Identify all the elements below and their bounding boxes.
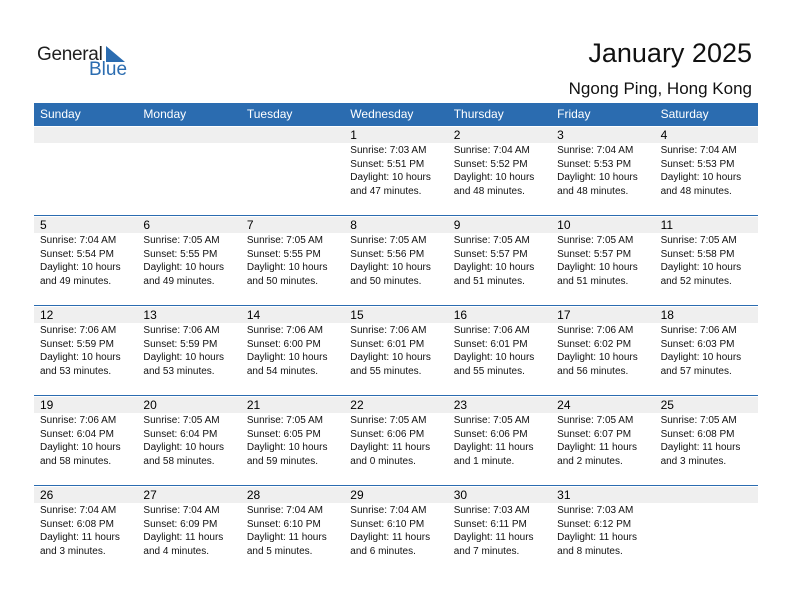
- daylight-minutes-text: and 4 minutes.: [143, 545, 210, 557]
- daylight-text: Daylight: 11 hours: [350, 442, 431, 453]
- daylight-minutes-text: and 6 minutes.: [350, 545, 416, 557]
- day-sun-info: [241, 234, 344, 288]
- calendar-week-row: [34, 396, 758, 486]
- day-number: [655, 487, 758, 503]
- logo-text-blue: Blue: [89, 59, 128, 80]
- day-sun-info: [34, 504, 137, 558]
- sunset-text: Sunset: 6:06 PM: [453, 428, 528, 440]
- weekday-saturday: Saturday: [660, 107, 709, 121]
- daylight-minutes-text: and 51 minutes.: [557, 275, 629, 287]
- daylight-minutes-text: and 7 minutes.: [453, 545, 520, 557]
- day-sun-info: [137, 414, 240, 468]
- calendar-day-cell: [241, 126, 344, 215]
- daylight-minutes-text: and 54 minutes.: [246, 365, 319, 377]
- daylight-text: Daylight: 10 hours: [246, 262, 328, 273]
- daylight-minutes-text: and 50 minutes.: [246, 275, 319, 287]
- calendar-day-cell: [551, 306, 654, 395]
- sunrise-text: Sunrise: 7:06 AM: [246, 325, 323, 336]
- daylight-minutes-text: and 0 minutes.: [350, 455, 416, 467]
- daylight-minutes-text: and 1 minute.: [453, 455, 515, 467]
- sunset-text: Sunset: 5:53 PM: [660, 158, 735, 170]
- daylight-text: Daylight: 10 hours: [453, 262, 535, 273]
- daylight-minutes-text: and 59 minutes.: [246, 455, 319, 467]
- sunrise-text: Sunrise: 7:05 AM: [557, 415, 634, 426]
- daylight-text: Daylight: 10 hours: [660, 352, 742, 363]
- daylight-text: Daylight: 10 hours: [246, 442, 328, 453]
- day-sun-info: [34, 324, 137, 378]
- sunrise-text: Sunrise: 7:05 AM: [350, 415, 427, 426]
- day-number: 9: [448, 217, 551, 233]
- daylight-minutes-text: and 3 minutes.: [40, 545, 106, 557]
- daylight-text: Daylight: 10 hours: [660, 262, 742, 273]
- weekday-sunday: Sunday: [40, 107, 81, 121]
- daylight-minutes-text: and 49 minutes.: [40, 275, 112, 287]
- daylight-minutes-text: and 56 minutes.: [557, 365, 629, 377]
- calendar-day-cell: [551, 486, 654, 576]
- daylight-text: Daylight: 11 hours: [557, 442, 637, 453]
- day-number: 2: [448, 127, 551, 143]
- daylight-minutes-text: and 2 minutes.: [557, 455, 623, 467]
- sunrise-text: Sunrise: 7:06 AM: [40, 415, 117, 426]
- calendar-grid: [34, 103, 758, 576]
- sunrise-text: Sunrise: 7:05 AM: [350, 235, 427, 246]
- weekday-tuesday: Tuesday: [246, 107, 293, 121]
- day-sun-info: [241, 414, 344, 468]
- calendar-day-cell: [655, 306, 758, 395]
- logo-text-general: General: [37, 44, 103, 65]
- daylight-text: Daylight: 11 hours: [350, 532, 431, 543]
- day-number: 8: [344, 217, 447, 233]
- daylight-minutes-text: and 58 minutes.: [40, 455, 112, 467]
- weekday-wednesday: Wednesday: [350, 107, 414, 121]
- daylight-text: Daylight: 10 hours: [557, 262, 638, 273]
- daylight-text: Daylight: 11 hours: [40, 532, 120, 543]
- calendar-day-cell: [137, 306, 240, 395]
- sunrise-text: Sunrise: 7:06 AM: [40, 325, 117, 336]
- sunrise-text: Sunrise: 7:05 AM: [143, 235, 220, 246]
- day-sun-info: [344, 414, 447, 468]
- sunset-text: Sunset: 6:01 PM: [453, 338, 528, 350]
- daylight-minutes-text: and 48 minutes.: [557, 185, 629, 197]
- location-label: Ngong Ping, Hong Kong: [568, 79, 752, 98]
- day-sun-info: [551, 144, 654, 198]
- calendar-day-cell: [34, 216, 137, 305]
- sunrise-text: Sunrise: 7:04 AM: [660, 145, 737, 156]
- day-number: 21: [241, 397, 344, 413]
- day-sun-info: [344, 324, 447, 378]
- daylight-minutes-text: and 3 minutes.: [660, 455, 727, 467]
- day-number: 13: [137, 307, 240, 323]
- day-number: 20: [137, 397, 240, 413]
- daylight-text: Daylight: 10 hours: [557, 172, 638, 183]
- calendar-week-row: [34, 126, 758, 216]
- day-sun-info: [448, 324, 551, 378]
- sunrise-text: Sunrise: 7:03 AM: [350, 145, 427, 156]
- day-sun-info: [448, 144, 551, 198]
- calendar-day-cell: [344, 396, 447, 485]
- calendar-day-cell: [344, 126, 447, 215]
- daylight-text: Daylight: 10 hours: [40, 262, 121, 273]
- calendar-day-cell: [448, 216, 551, 305]
- daylight-minutes-text: and 53 minutes.: [143, 365, 215, 377]
- day-sun-info: [344, 234, 447, 288]
- sunrise-text: Sunrise: 7:05 AM: [557, 235, 634, 246]
- sunset-text: Sunset: 6:10 PM: [350, 518, 425, 530]
- sunrise-text: Sunrise: 7:05 AM: [453, 415, 530, 426]
- calendar-day-cell: [344, 216, 447, 305]
- calendar-day-cell: [448, 396, 551, 485]
- calendar-day-cell: [655, 396, 758, 485]
- sunrise-text: Sunrise: 7:04 AM: [143, 505, 220, 516]
- day-number: 24: [551, 397, 654, 413]
- calendar-day-cell: [655, 486, 758, 576]
- day-number: 11: [655, 217, 758, 233]
- calendar-week-row: [34, 306, 758, 396]
- day-number: 29: [344, 487, 447, 503]
- sunset-text: Sunset: 5:59 PM: [143, 338, 218, 350]
- calendar-day-cell: [34, 396, 137, 485]
- day-number: 15: [344, 307, 447, 323]
- day-sun-info: [137, 324, 240, 378]
- sunrise-text: Sunrise: 7:04 AM: [40, 505, 117, 516]
- day-number: 30: [448, 487, 551, 503]
- sunrise-text: Sunrise: 7:05 AM: [246, 415, 323, 426]
- day-number: 12: [34, 307, 137, 323]
- sunset-text: Sunset: 5:59 PM: [40, 338, 114, 350]
- sunset-text: Sunset: 5:55 PM: [143, 248, 218, 260]
- calendar-day-cell: [344, 486, 447, 576]
- daylight-minutes-text: and 47 minutes.: [350, 185, 422, 197]
- sunset-text: Sunset: 6:00 PM: [246, 338, 321, 350]
- daylight-text: Daylight: 10 hours: [660, 172, 742, 183]
- sunset-text: Sunset: 6:10 PM: [246, 518, 321, 530]
- daylight-text: Daylight: 11 hours: [660, 442, 741, 453]
- sunset-text: Sunset: 5:58 PM: [660, 248, 735, 260]
- daylight-text: Daylight: 11 hours: [453, 532, 534, 543]
- daylight-minutes-text: and 51 minutes.: [453, 275, 525, 287]
- day-number: 19: [34, 397, 137, 413]
- day-sun-info: [241, 324, 344, 378]
- daylight-minutes-text: and 50 minutes.: [350, 275, 422, 287]
- calendar-day-cell: [448, 126, 551, 215]
- daylight-minutes-text: and 48 minutes.: [660, 185, 732, 197]
- day-number: 10: [551, 217, 654, 233]
- sunrise-text: Sunrise: 7:05 AM: [143, 415, 220, 426]
- daylight-minutes-text: and 52 minutes.: [660, 275, 732, 287]
- sunset-text: Sunset: 5:55 PM: [246, 248, 321, 260]
- logo: [36, 44, 136, 84]
- sunset-text: Sunset: 5:52 PM: [453, 158, 528, 170]
- weekday-monday: Monday: [143, 107, 187, 121]
- daylight-minutes-text: and 57 minutes.: [660, 365, 732, 377]
- day-sun-info: [34, 414, 137, 468]
- daylight-text: Daylight: 10 hours: [143, 442, 225, 453]
- sunrise-text: Sunrise: 7:04 AM: [557, 145, 634, 156]
- calendar-day-cell: [241, 306, 344, 395]
- page-title: January 2025: [588, 38, 752, 68]
- calendar-day-cell: [34, 486, 137, 576]
- sunrise-text: Sunrise: 7:06 AM: [557, 325, 634, 336]
- sunrise-text: Sunrise: 7:04 AM: [350, 505, 427, 516]
- day-number: [34, 127, 137, 143]
- calendar-day-cell: [448, 486, 551, 576]
- day-number: 28: [241, 487, 344, 503]
- sunrise-text: Sunrise: 7:06 AM: [660, 325, 737, 336]
- daylight-text: Daylight: 11 hours: [557, 532, 637, 543]
- daylight-minutes-text: and 55 minutes.: [453, 365, 525, 377]
- daylight-minutes-text: and 58 minutes.: [143, 455, 215, 467]
- sunset-text: Sunset: 6:03 PM: [660, 338, 735, 350]
- day-number: 26: [34, 487, 137, 503]
- calendar-day-cell: [551, 216, 654, 305]
- sunset-text: Sunset: 6:08 PM: [660, 428, 735, 440]
- sunrise-text: Sunrise: 7:04 AM: [453, 145, 530, 156]
- sunrise-text: Sunrise: 7:04 AM: [40, 235, 117, 246]
- calendar-day-cell: [655, 216, 758, 305]
- day-number: 23: [448, 397, 551, 413]
- calendar-week-row: [34, 216, 758, 306]
- daylight-text: Daylight: 10 hours: [453, 172, 535, 183]
- day-sun-info: [655, 234, 758, 288]
- day-sun-info: [551, 414, 654, 468]
- calendar-day-cell: [241, 216, 344, 305]
- calendar-day-cell: [137, 396, 240, 485]
- sunset-text: Sunset: 6:01 PM: [350, 338, 425, 350]
- day-sun-info: [655, 414, 758, 468]
- sunset-text: Sunset: 6:12 PM: [557, 518, 632, 530]
- day-number: 3: [551, 127, 654, 143]
- calendar-day-cell: [137, 126, 240, 215]
- day-number: 1: [344, 127, 447, 143]
- sunset-text: Sunset: 5:56 PM: [350, 248, 425, 260]
- day-sun-info: [344, 504, 447, 558]
- day-sun-info: [655, 324, 758, 378]
- weekday-header: [34, 103, 758, 126]
- daylight-minutes-text: and 8 minutes.: [557, 545, 623, 557]
- calendar-day-cell: [551, 126, 654, 215]
- day-number: 7: [241, 217, 344, 233]
- day-sun-info: [241, 504, 344, 558]
- daylight-text: Daylight: 11 hours: [143, 532, 224, 543]
- sunset-text: Sunset: 5:57 PM: [557, 248, 632, 260]
- sunrise-text: Sunrise: 7:04 AM: [246, 505, 323, 516]
- day-sun-info: [655, 144, 758, 198]
- calendar-day-cell: [551, 396, 654, 485]
- day-sun-info: [448, 504, 551, 558]
- daylight-text: Daylight: 10 hours: [350, 262, 431, 273]
- sunset-text: Sunset: 6:07 PM: [557, 428, 632, 440]
- daylight-text: Daylight: 10 hours: [143, 352, 225, 363]
- sunrise-text: Sunrise: 7:05 AM: [246, 235, 323, 246]
- sunrise-text: Sunrise: 7:03 AM: [557, 505, 634, 516]
- day-sun-info: [137, 234, 240, 288]
- daylight-text: Daylight: 11 hours: [246, 532, 327, 543]
- calendar-day-cell: [34, 126, 137, 215]
- sunset-text: Sunset: 6:04 PM: [143, 428, 218, 440]
- sunset-text: Sunset: 6:11 PM: [453, 518, 527, 530]
- sunrise-text: Sunrise: 7:06 AM: [143, 325, 220, 336]
- weekday-thursday: Thursday: [453, 107, 504, 121]
- sunset-text: Sunset: 5:57 PM: [453, 248, 528, 260]
- calendar-week-row: [34, 486, 758, 576]
- weekday-friday: Friday: [557, 107, 591, 121]
- day-number: 25: [655, 397, 758, 413]
- sunset-text: Sunset: 6:04 PM: [40, 428, 114, 440]
- day-sun-info: [448, 234, 551, 288]
- calendar-day-cell: [137, 216, 240, 305]
- daylight-text: Daylight: 10 hours: [40, 442, 121, 453]
- day-sun-info: [551, 234, 654, 288]
- day-number: 16: [448, 307, 551, 323]
- daylight-minutes-text: and 5 minutes.: [246, 545, 313, 557]
- daylight-text: Daylight: 10 hours: [350, 172, 431, 183]
- sunset-text: Sunset: 5:54 PM: [40, 248, 114, 260]
- day-sun-info: [551, 504, 654, 558]
- calendar-day-cell: [34, 306, 137, 395]
- sunset-text: Sunset: 5:53 PM: [557, 158, 632, 170]
- day-number: 4: [655, 127, 758, 143]
- sunset-text: Sunset: 6:06 PM: [350, 428, 425, 440]
- daylight-text: Daylight: 10 hours: [40, 352, 121, 363]
- daylight-minutes-text: and 55 minutes.: [350, 365, 422, 377]
- daylight-minutes-text: and 53 minutes.: [40, 365, 112, 377]
- sunset-text: Sunset: 5:51 PM: [350, 158, 425, 170]
- daylight-text: Daylight: 10 hours: [246, 352, 328, 363]
- day-number: 17: [551, 307, 654, 323]
- calendar-day-cell: [137, 486, 240, 576]
- daylight-text: Daylight: 10 hours: [143, 262, 225, 273]
- sunrise-text: Sunrise: 7:06 AM: [350, 325, 427, 336]
- day-sun-info: [551, 324, 654, 378]
- calendar-day-cell: [344, 306, 447, 395]
- day-number: [241, 127, 344, 143]
- day-number: 18: [655, 307, 758, 323]
- calendar-day-cell: [241, 396, 344, 485]
- sunset-text: Sunset: 6:09 PM: [143, 518, 218, 530]
- day-number: 27: [137, 487, 240, 503]
- day-sun-info: [344, 144, 447, 198]
- sunset-text: Sunset: 6:08 PM: [40, 518, 114, 530]
- sunrise-text: Sunrise: 7:05 AM: [660, 415, 737, 426]
- day-number: [137, 127, 240, 143]
- daylight-text: Daylight: 10 hours: [350, 352, 431, 363]
- calendar-day-cell: [448, 306, 551, 395]
- daylight-minutes-text: and 48 minutes.: [453, 185, 525, 197]
- day-sun-info: [137, 504, 240, 558]
- calendar-day-cell: [241, 486, 344, 576]
- day-number: 6: [137, 217, 240, 233]
- day-number: 31: [551, 487, 654, 503]
- sunrise-text: Sunrise: 7:05 AM: [453, 235, 530, 246]
- day-number: 22: [344, 397, 447, 413]
- calendar-weeks: [34, 126, 758, 576]
- day-sun-info: [34, 234, 137, 288]
- calendar-day-cell: [655, 126, 758, 215]
- sunrise-text: Sunrise: 7:05 AM: [660, 235, 737, 246]
- daylight-minutes-text: and 49 minutes.: [143, 275, 215, 287]
- sunset-text: Sunset: 6:02 PM: [557, 338, 632, 350]
- daylight-text: Daylight: 11 hours: [453, 442, 534, 453]
- daylight-text: Daylight: 10 hours: [557, 352, 638, 363]
- daylight-text: Daylight: 10 hours: [453, 352, 535, 363]
- sunrise-text: Sunrise: 7:03 AM: [453, 505, 530, 516]
- sunset-text: Sunset: 6:05 PM: [246, 428, 321, 440]
- day-number: 5: [34, 217, 137, 233]
- day-number: 14: [241, 307, 344, 323]
- sunrise-text: Sunrise: 7:06 AM: [453, 325, 530, 336]
- day-sun-info: [448, 414, 551, 468]
